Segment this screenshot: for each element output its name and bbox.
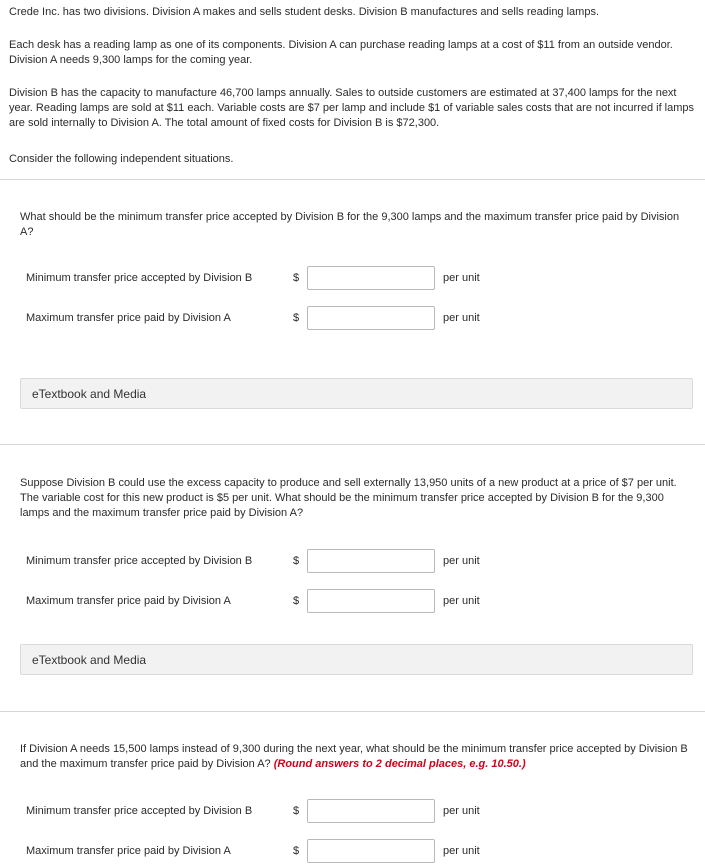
currency-symbol: $ (293, 805, 300, 817)
per-unit-label: per unit (443, 805, 480, 817)
per-unit-label: per unit (443, 845, 480, 857)
answer-row-min-1 (26, 266, 686, 290)
rounding-instruction: (Round answers to 2 decimal places, e.g. 10.50.) (273, 758, 526, 770)
max-transfer-label: Maximum transfer price paid by Division A (26, 845, 231, 857)
per-unit-label: per unit (443, 555, 480, 567)
per-unit-label: per unit (443, 312, 480, 324)
min-transfer-input-2[interactable] (307, 549, 435, 573)
section-divider (0, 179, 705, 180)
max-transfer-label: Maximum transfer price paid by Division A (26, 312, 231, 324)
question-3-text (20, 742, 690, 772)
section-divider (0, 444, 705, 445)
min-transfer-label: Minimum transfer price accepted by Division B (26, 805, 253, 817)
intro-paragraph-2: Each desk has a reading lamp as one of its components. Division A can purchase reading lamps at a cost of $11 from an outside vendor. Division A needs 9,300 lamps for the coming year. (9, 39, 673, 66)
answer-row-max-2 (26, 589, 686, 613)
answer-row-max-1 (26, 306, 686, 330)
etextbook-media-button-1[interactable] (20, 378, 693, 409)
intro-paragraph-3: Division B has the capacity to manufacture 46,700 lamps annually. Sales to outside customers are estimated at 37,400 lamps for the next year. Reading lamps are sold at $11 each. Variable costs are $7 per lamp and include $1 of variable sales costs that are not incurred if lamps are sold internally to Division A. The total amount of fixed costs for Division B is $72,300. (9, 87, 695, 129)
per-unit-label: per unit (443, 595, 480, 607)
etextbook-label: eTextbook and Media (32, 653, 147, 667)
intro-paragraph-4: Consider the following independent situations. (9, 153, 234, 165)
currency-symbol: $ (293, 272, 300, 284)
question-2-text: Suppose Division B could use the excess capacity to produce and sell externally 13,950 units of a new product at a price of $7 per unit. The variable cost for this new product is $5 per unit. What should be the minimum transfer price accepted by Division B for the 9,300 lamps and the maximum transfer price paid by Division A? (20, 477, 677, 519)
max-transfer-input-1[interactable] (307, 306, 435, 330)
max-transfer-input-3[interactable] (307, 839, 435, 863)
etextbook-label: eTextbook and Media (32, 387, 147, 401)
max-transfer-label: Maximum transfer price paid by Division A (26, 595, 231, 607)
section-divider (0, 711, 705, 712)
answer-row-min-2 (26, 549, 686, 573)
min-transfer-input-1[interactable] (307, 266, 435, 290)
etextbook-media-button-2[interactable] (20, 644, 693, 675)
min-transfer-label: Minimum transfer price accepted by Division B (26, 272, 253, 284)
max-transfer-input-2[interactable] (307, 589, 435, 613)
currency-symbol: $ (293, 312, 300, 324)
answer-row-min-3 (26, 799, 686, 823)
per-unit-label: per unit (443, 272, 480, 284)
currency-symbol: $ (293, 595, 300, 607)
min-transfer-label: Minimum transfer price accepted by Division B (26, 555, 253, 567)
question-1-text: What should be the minimum transfer price accepted by Division B for the 9,300 lamps and the maximum transfer price paid by Division A? (20, 211, 680, 238)
intro-paragraph-1: Crede Inc. has two divisions. Division A makes and sells student desks. Division B manufactures and sells reading lamps. (9, 6, 600, 18)
question-3-body: If Division A needs 15,500 lamps instead of 9,300 during the next year, what should be the minimum transfer price accepted by Division B and the maximum transfer price paid by Division A? (20, 743, 688, 770)
currency-symbol: $ (293, 555, 300, 567)
answer-row-max-3 (26, 839, 686, 863)
currency-symbol: $ (293, 845, 300, 857)
min-transfer-input-3[interactable] (307, 799, 435, 823)
